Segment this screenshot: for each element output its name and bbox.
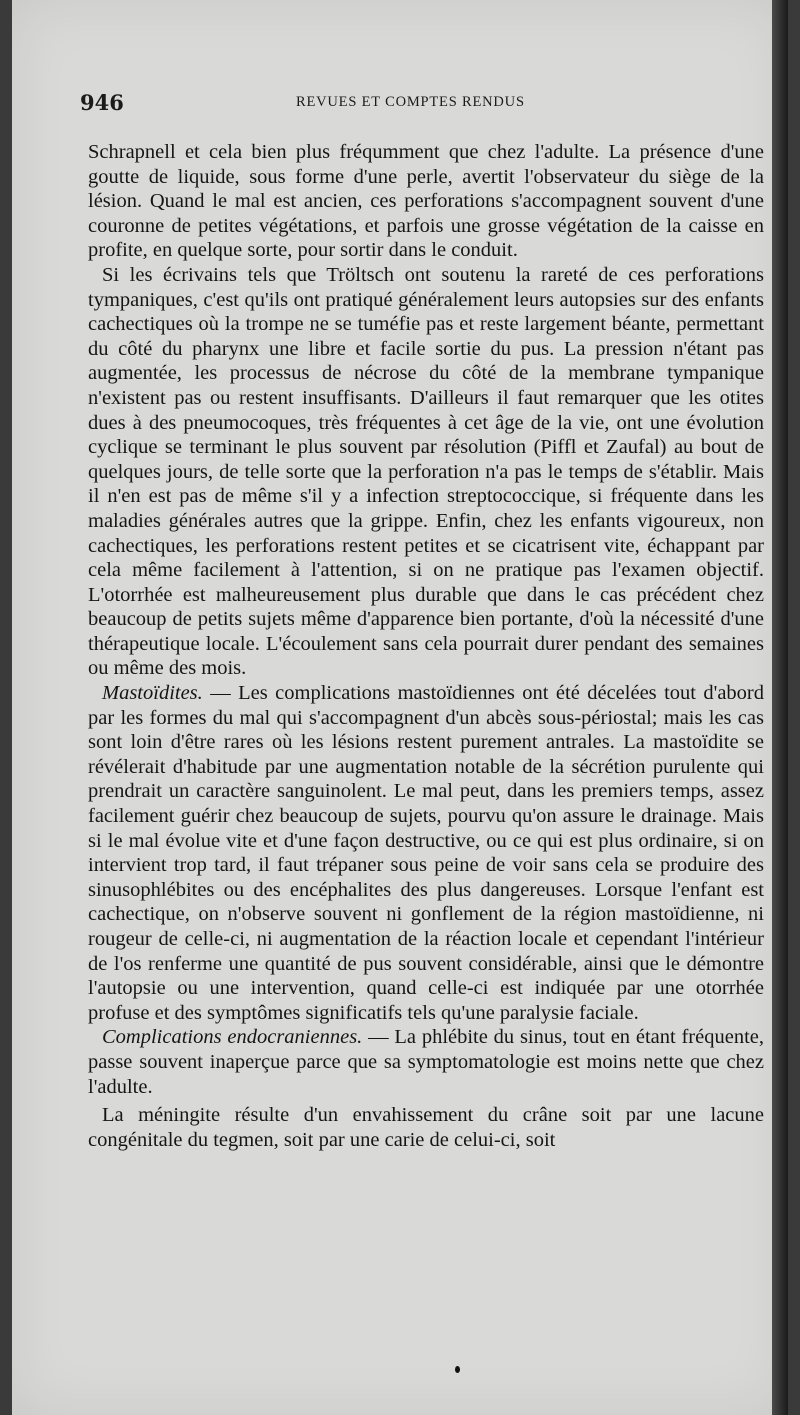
- paragraph-2: Si les écrivains tels que Tröltsch ont soutenu la rareté de ces perforations tympaniques, c'est qu'ils ont pratiqué généralement leurs autopsies sur des enfants cachectiques où la trompe ne se tuméfie pas et reste largement béante, permettant du côté du pharynx une libre et facile sortie du pus. La pression n'étant pas augmentée, les processus de nécrose du côté de la membrane tympanique n'existent pas ou restent insuffisants. D'ailleurs il faut remarquer que les otites dues à des pneumocoques, très fréquentes à cet âge de la vie, ont une évolution cyclique se terminant le plus souvent par résolution (Piffl et Zaufal) au bout de quelques jours, de telle sorte que la perforation n'a pas le temps de s'établir. Mais il n'en est pas de même s'il y a infection streptococcique, si fréquente dans les maladies générales autres que la grippe. Enfin, chez les enfants vigoureux, non cachectiques, les perforations restent petites et se cicatrisent vite, échappant par cela même facilement à l'attention, si on ne pratique pas l'examen objectif. L'otorrhée est malheureusement plus durable que dans le cas précédent chez beaucoup de petits sujets même d'apparence bien portante, d'où la nécessité d'une thérapeutique locale. L'écoulement sans cela pourrait durer pendant des semaines ou même des mois.: [88, 263, 764, 680]
- paragraph-1: Schrapnell et cela bien plus fréqumment que chez l'adulte. La présence d'une goutte de liquide, sous forme d'une perle, avertit l'observateur du siège de la lésion. Quand le mal est ancien, ces perforations s'accompagnent souvent d'une couronne de petites végétations, et parfois une grosse végétation de la caisse en profite, en quelque sorte, pour sortir dans le conduit.: [88, 141, 764, 262]
- page-number: 946: [80, 90, 124, 115]
- paragraph-complications: [88, 1025, 764, 1099]
- running-head: REVUES ET COMPTES RENDUS: [296, 94, 525, 110]
- paragraph-complications-text: — La phlébite du sinus, tout en étant fréquente, passe souvent inaperçue parce que sa symptomatologie est moins nette que chez l'adulte.: [88, 1026, 765, 1098]
- page-header: [80, 90, 760, 116]
- page-edge-shadow: [772, 0, 788, 1415]
- paragraph-meningite: La méningite résulte d'un envahissement du crâne soit par une lacune congénitale du tegmen, soit par une carie de celui-ci, soit: [88, 1104, 764, 1151]
- body-text: [88, 140, 764, 1152]
- ink-dot: [455, 1366, 460, 1373]
- section-heading-complications: Complications endocraniennes.: [102, 1026, 363, 1049]
- paragraph-mastoidites: [88, 681, 764, 1025]
- paragraph-mastoidites-text: — Les complications mastoïdiennes ont été décelées tout d'abord par les formes du mal qui s'accompagnent d'un abcès sous-périostal; mais les cas sont loin d'être rares où les lésions restent purement antrales. La mastoïdite se révélerait d'habitude par une augmentation notable de la sécrétion purulente qui prendrait un caractère sanguinolent. Le mal peut, dans les premiers temps, assez facilement guérir chez beaucoup de sujets, pourvu qu'on assure le drainage. Mais si le mal évolue vite et d'une façon destructive, ou ce qui est plus ordinaire, si on intervient trop tard, il faut trépaner sous peine de voir sans cela se produire des sinusophlébites ou des encéphalites des plus dangereuses. Lorsque l'enfant est cachectique, on n'observe souvent ni gonflement de la région mastoïdienne, ni rougeur de celle-ci, ni augmentation de la réaction locale et cependant l'intérieur de l'os renferme une quantité de pus souvent considérable, ainsi que le démontre l'autopsie ou une intervention, quand celle-ci est indiquée par une otorrhée profuse et des symptômes significatifs tels qu'une paralysie faciale.: [88, 682, 764, 1024]
- section-heading-mastoidites: Mastoïdites.: [102, 682, 203, 705]
